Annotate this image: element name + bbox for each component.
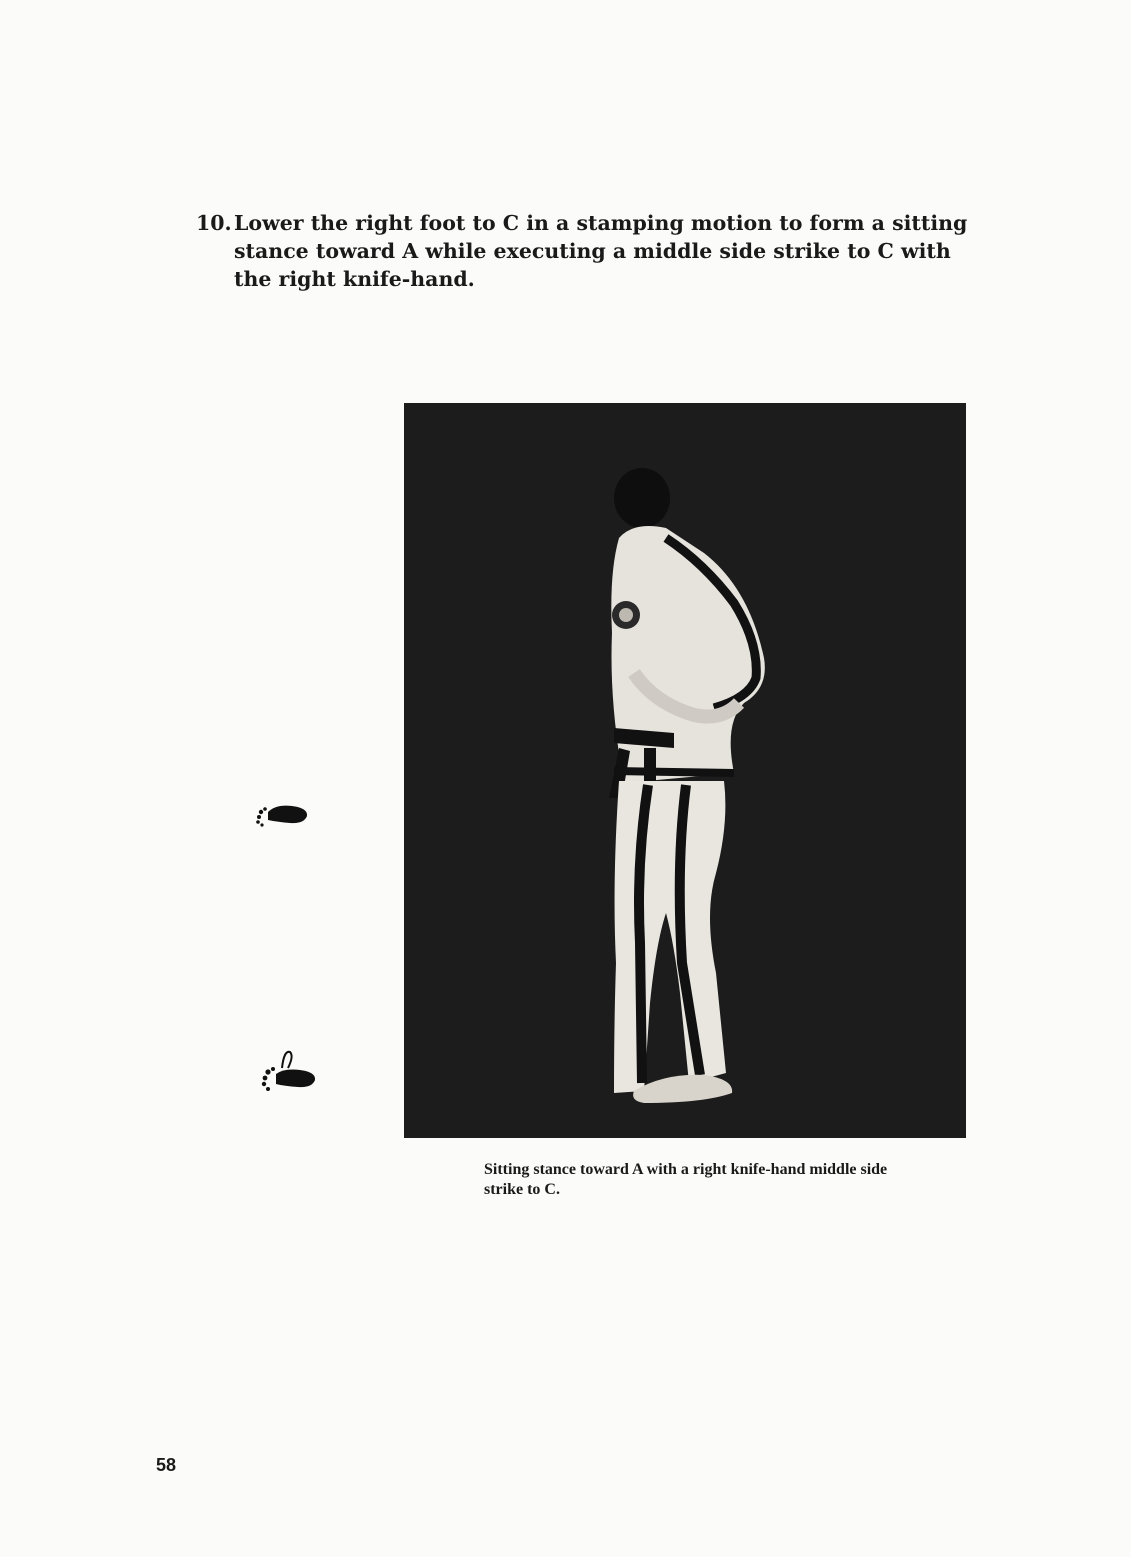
figure-caption: Sitting stance toward A with a right knife-hand middle side strike to C. — [484, 1161, 888, 1198]
footprint-icon — [252, 798, 310, 836]
step-text: Lower the right foot to C in a stamping motion to form a sitting stance toward A while executing a middle side strike to C with the right knife-hand. — [234, 211, 968, 291]
step-instruction — [196, 209, 986, 293]
step-number: 10. — [196, 211, 232, 235]
stance-photo — [404, 403, 966, 1138]
page-number: 58 — [156, 1455, 177, 1475]
footprint-stamp-icon — [254, 1048, 318, 1104]
figure-illustration — [404, 403, 966, 1138]
